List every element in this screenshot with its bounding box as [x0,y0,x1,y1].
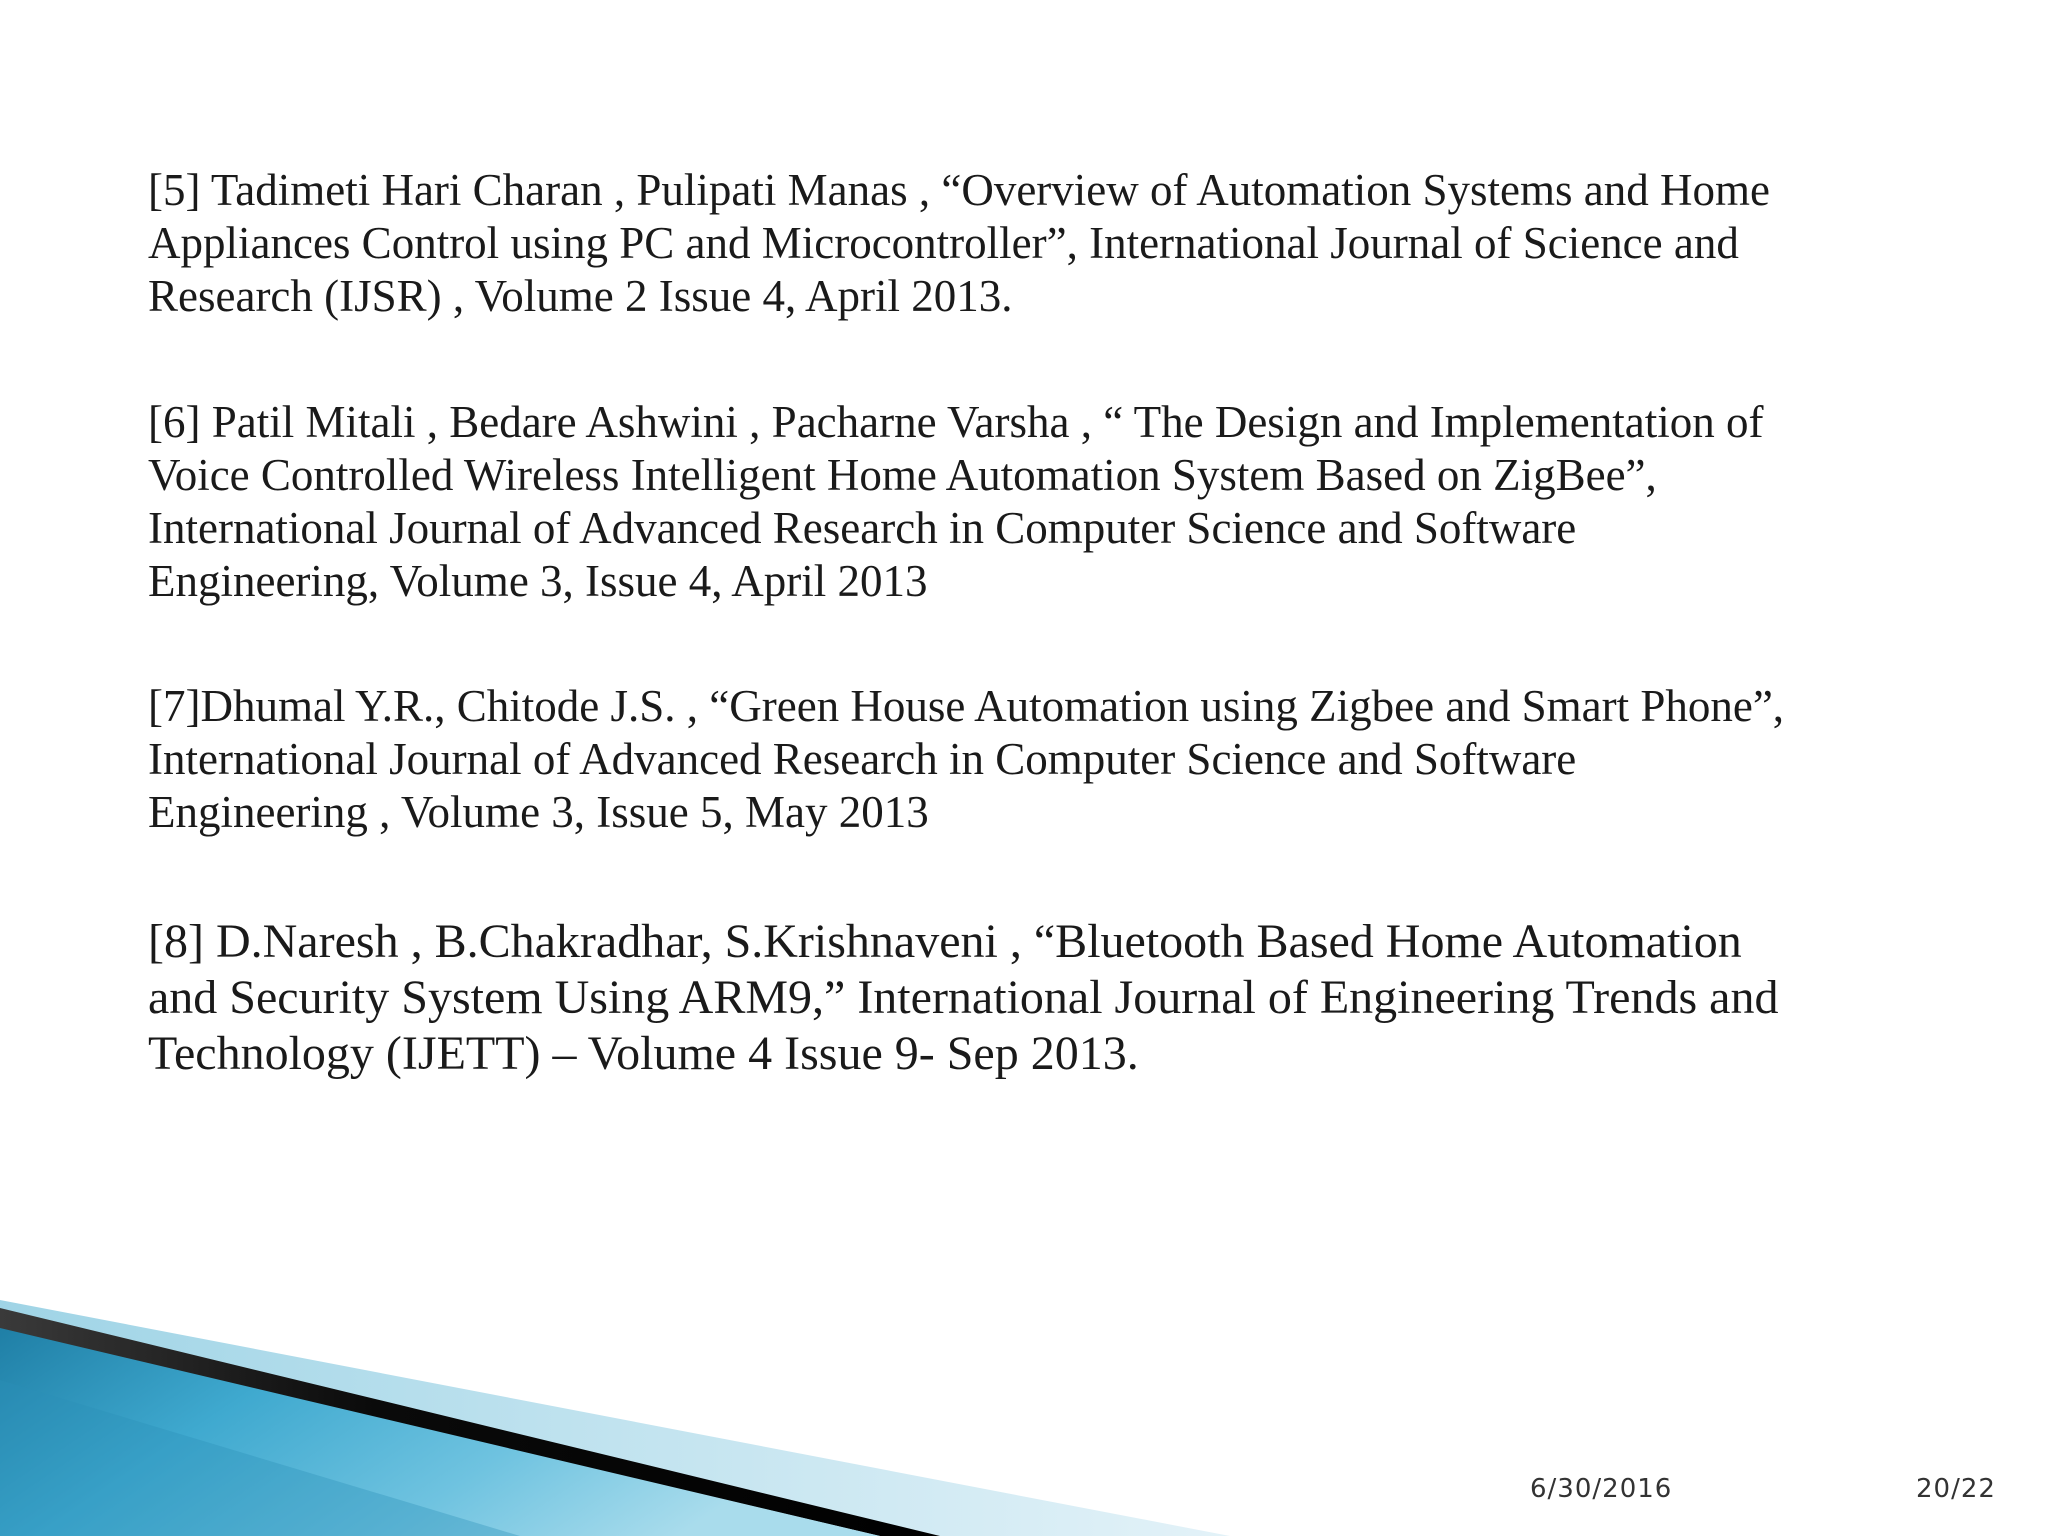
reference-line: [7]Dhumal Y.R., Chitode J.S. , “Green House Automation using Zigbee and Smart Phone”, [148,681,1785,731]
reference-line: [8] D.Naresh , B.Chakradhar, S.Krishnaveni , “Bluetooth Based Home Automation [148,915,1742,968]
slide-number: 20/22 [1916,1474,1996,1504]
reference-item-6 [148,396,1763,608]
reference-item-8 [148,914,1778,1082]
reference-line: Engineering , Volume 3, Issue 5, May 2013 [148,787,929,837]
reference-line: Technology (IJETT) – Volume 4 Issue 9- Sep 2013. [148,1027,1139,1080]
reference-item-7 [148,680,1784,839]
reference-line: and Security System Using ARM9,” International Journal of Engineering Trends and [148,971,1779,1024]
reference-line: Research (IJSR) , Volume 2 Issue 4, April 2013. [148,271,1013,321]
reference-line: International Journal of Advanced Research in Computer Science and Software [148,503,1577,553]
reference-line: International Journal of Advanced Research in Computer Science and Software [148,734,1577,784]
reference-line: Voice Controlled Wireless Intelligent Home Automation System Based on ZigBee”, [148,450,1657,500]
reference-line: [6] Patil Mitali , Bedare Ashwini , Pacharne Varsha , “ The Design and Implementation of [148,397,1764,447]
reference-line: Engineering, Volume 3, Issue 4, April 2013 [148,556,928,606]
footer-date: 6/30/2016 [1530,1474,1673,1504]
reference-item-5 [148,164,1770,323]
reference-line: Appliances Control using PC and Microcontroller”, International Journal of Science and [148,218,1739,268]
reference-line: [5] Tadimeti Hari Charan , Pulipati Manas , “Overview of Automation Systems and Home [148,165,1770,215]
